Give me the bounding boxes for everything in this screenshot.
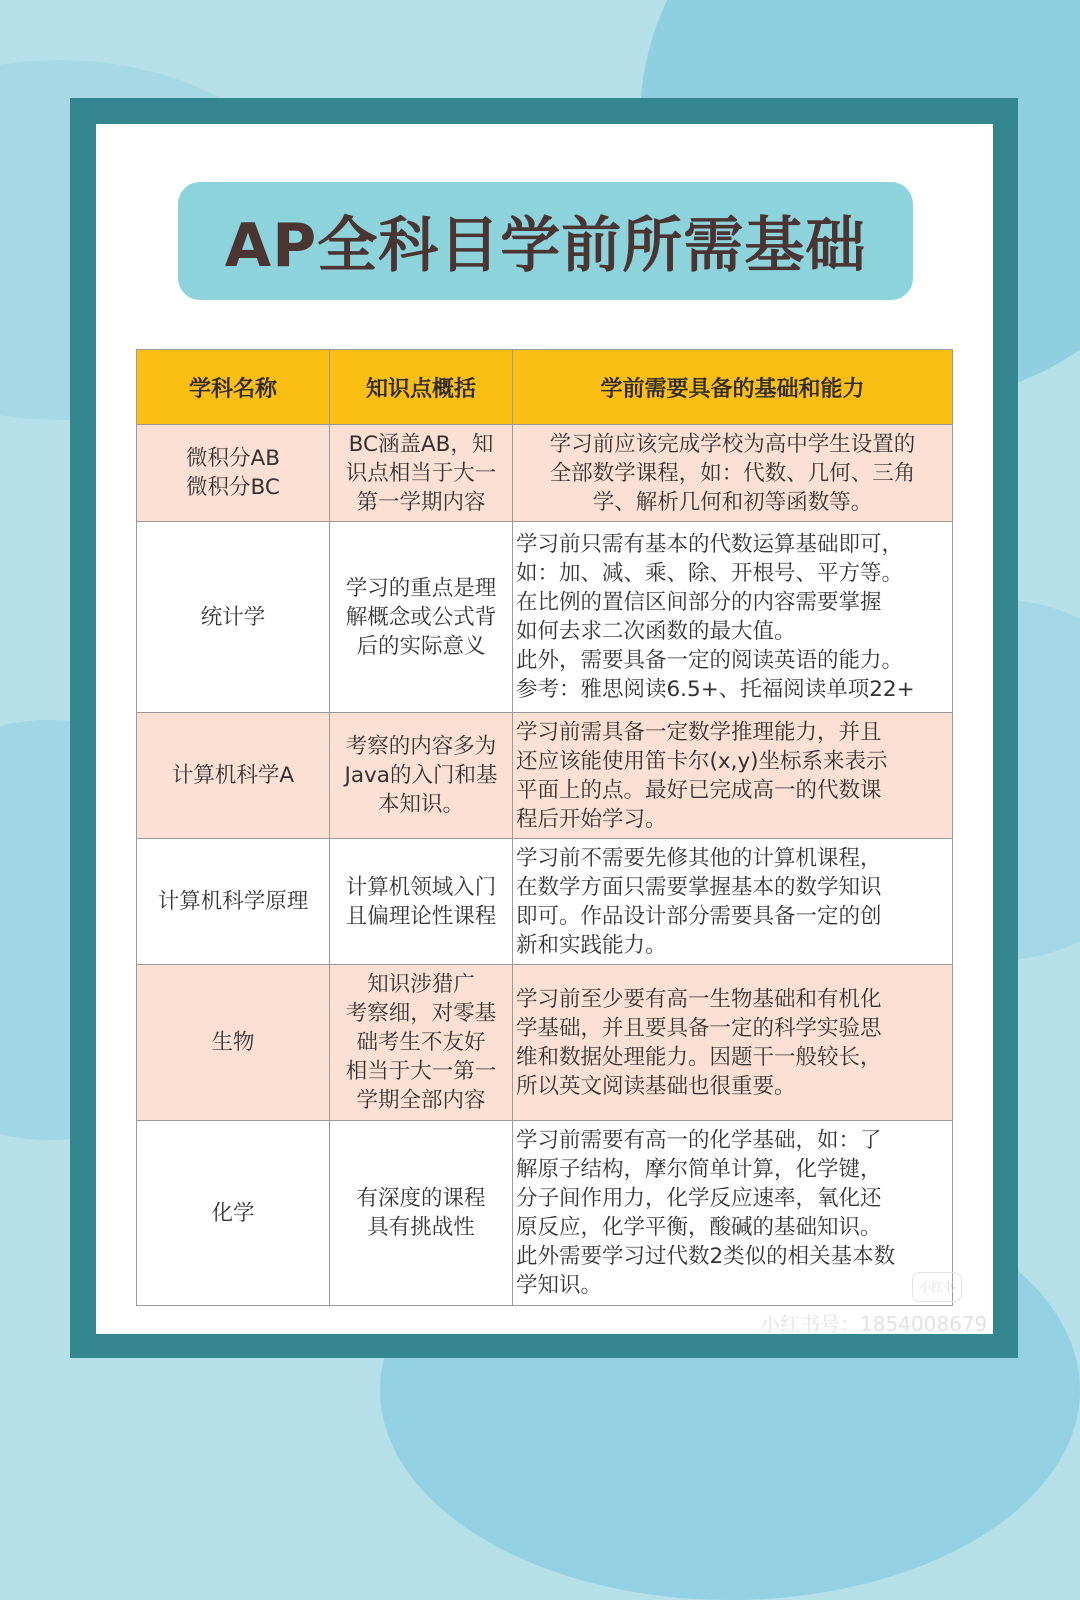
- watermark-logo: 小红书: [912, 1272, 962, 1302]
- subject-cell: 生物: [137, 965, 330, 1121]
- requirements-cell: 学习前应该完成学校为高中学生设置的 全部数学课程，如：代数、几何、三角 学、解析几何和初等函数等。: [513, 425, 953, 522]
- table-header-row: [137, 350, 953, 425]
- requirements-cell: 学习前需具备一定数学推理能力，并且 还应该能使用笛卡尔(x,y)坐标系来表示 平面上的点。最好已完成高一的代数课 程后开始学习。: [513, 713, 953, 839]
- table-row: [137, 839, 953, 965]
- table-row: [137, 522, 953, 713]
- summary-cell: 计算机领域入门 且偏理论性课程: [330, 839, 513, 965]
- title-banner: [178, 182, 913, 300]
- summary-cell: BC涵盖AB，知 识点相当于大一 第一学期内容: [330, 425, 513, 522]
- subject-cell: 统计学: [137, 522, 330, 713]
- subject-cell: 化学: [137, 1121, 330, 1306]
- page-title: AP全科目学前所需基础: [224, 211, 867, 281]
- table-row: [137, 425, 953, 522]
- subject-table: [136, 349, 953, 1306]
- requirements-cell: 学习前需要有高一的化学基础，如：了 解原子结构，摩尔简单计算，化学键， 分子间作用力，化学反应速率，氧化还 原反应，化学平衡，酸碱的基础知识。 此外需要学习过代数2类似的相关基本数 学知识。: [513, 1121, 953, 1306]
- summary-cell: 学习的重点是理 解概念或公式背 后的实际意义: [330, 522, 513, 713]
- summary-cell: 有深度的课程 具有挑战性: [330, 1121, 513, 1306]
- subject-cell: 计算机科学原理: [137, 839, 330, 965]
- header-subject: 学科名称: [137, 350, 330, 425]
- table-row: [137, 965, 953, 1121]
- subject-cell: 计算机科学A: [137, 713, 330, 839]
- subject-cell: 微积分AB 微积分BC: [137, 425, 330, 522]
- requirements-cell: 学习前不需要先修其他的计算机课程， 在数学方面只需要掌握基本的数学知识 即可。作品设计部分需要具备一定的创 新和实践能力。: [513, 839, 953, 965]
- header-summary: 知识点概括: [330, 350, 513, 425]
- header-requirements: 学前需要具备的基础和能力: [513, 350, 953, 425]
- requirements-cell: 学习前至少要有高一生物基础和有机化 学基础，并且要具备一定的科学实验思 维和数据处理能力。因题干一般较长， 所以英文阅读基础也很重要。: [513, 965, 953, 1121]
- summary-cell: 考察的内容多为 Java的入门和基 本知识。: [330, 713, 513, 839]
- table-row: [137, 713, 953, 839]
- summary-cell: 知识涉猎广 考察细，对零基 础考生不友好 相当于大一第一 学期全部内容: [330, 965, 513, 1121]
- watermark-text: 小红书号：1854008679: [760, 1312, 988, 1336]
- table-row: [137, 1121, 953, 1306]
- requirements-cell: 学习前只需有基本的代数运算基础即可， 如：加、减、乘、除、开根号、平方等。 在比例的置信区间部分的内容需要掌握 如何去求二次函数的最大值。 此外，需要具备一定的阅读英语的能力。 参考：雅思阅读6.5+、托福阅读单项22+: [513, 522, 953, 713]
